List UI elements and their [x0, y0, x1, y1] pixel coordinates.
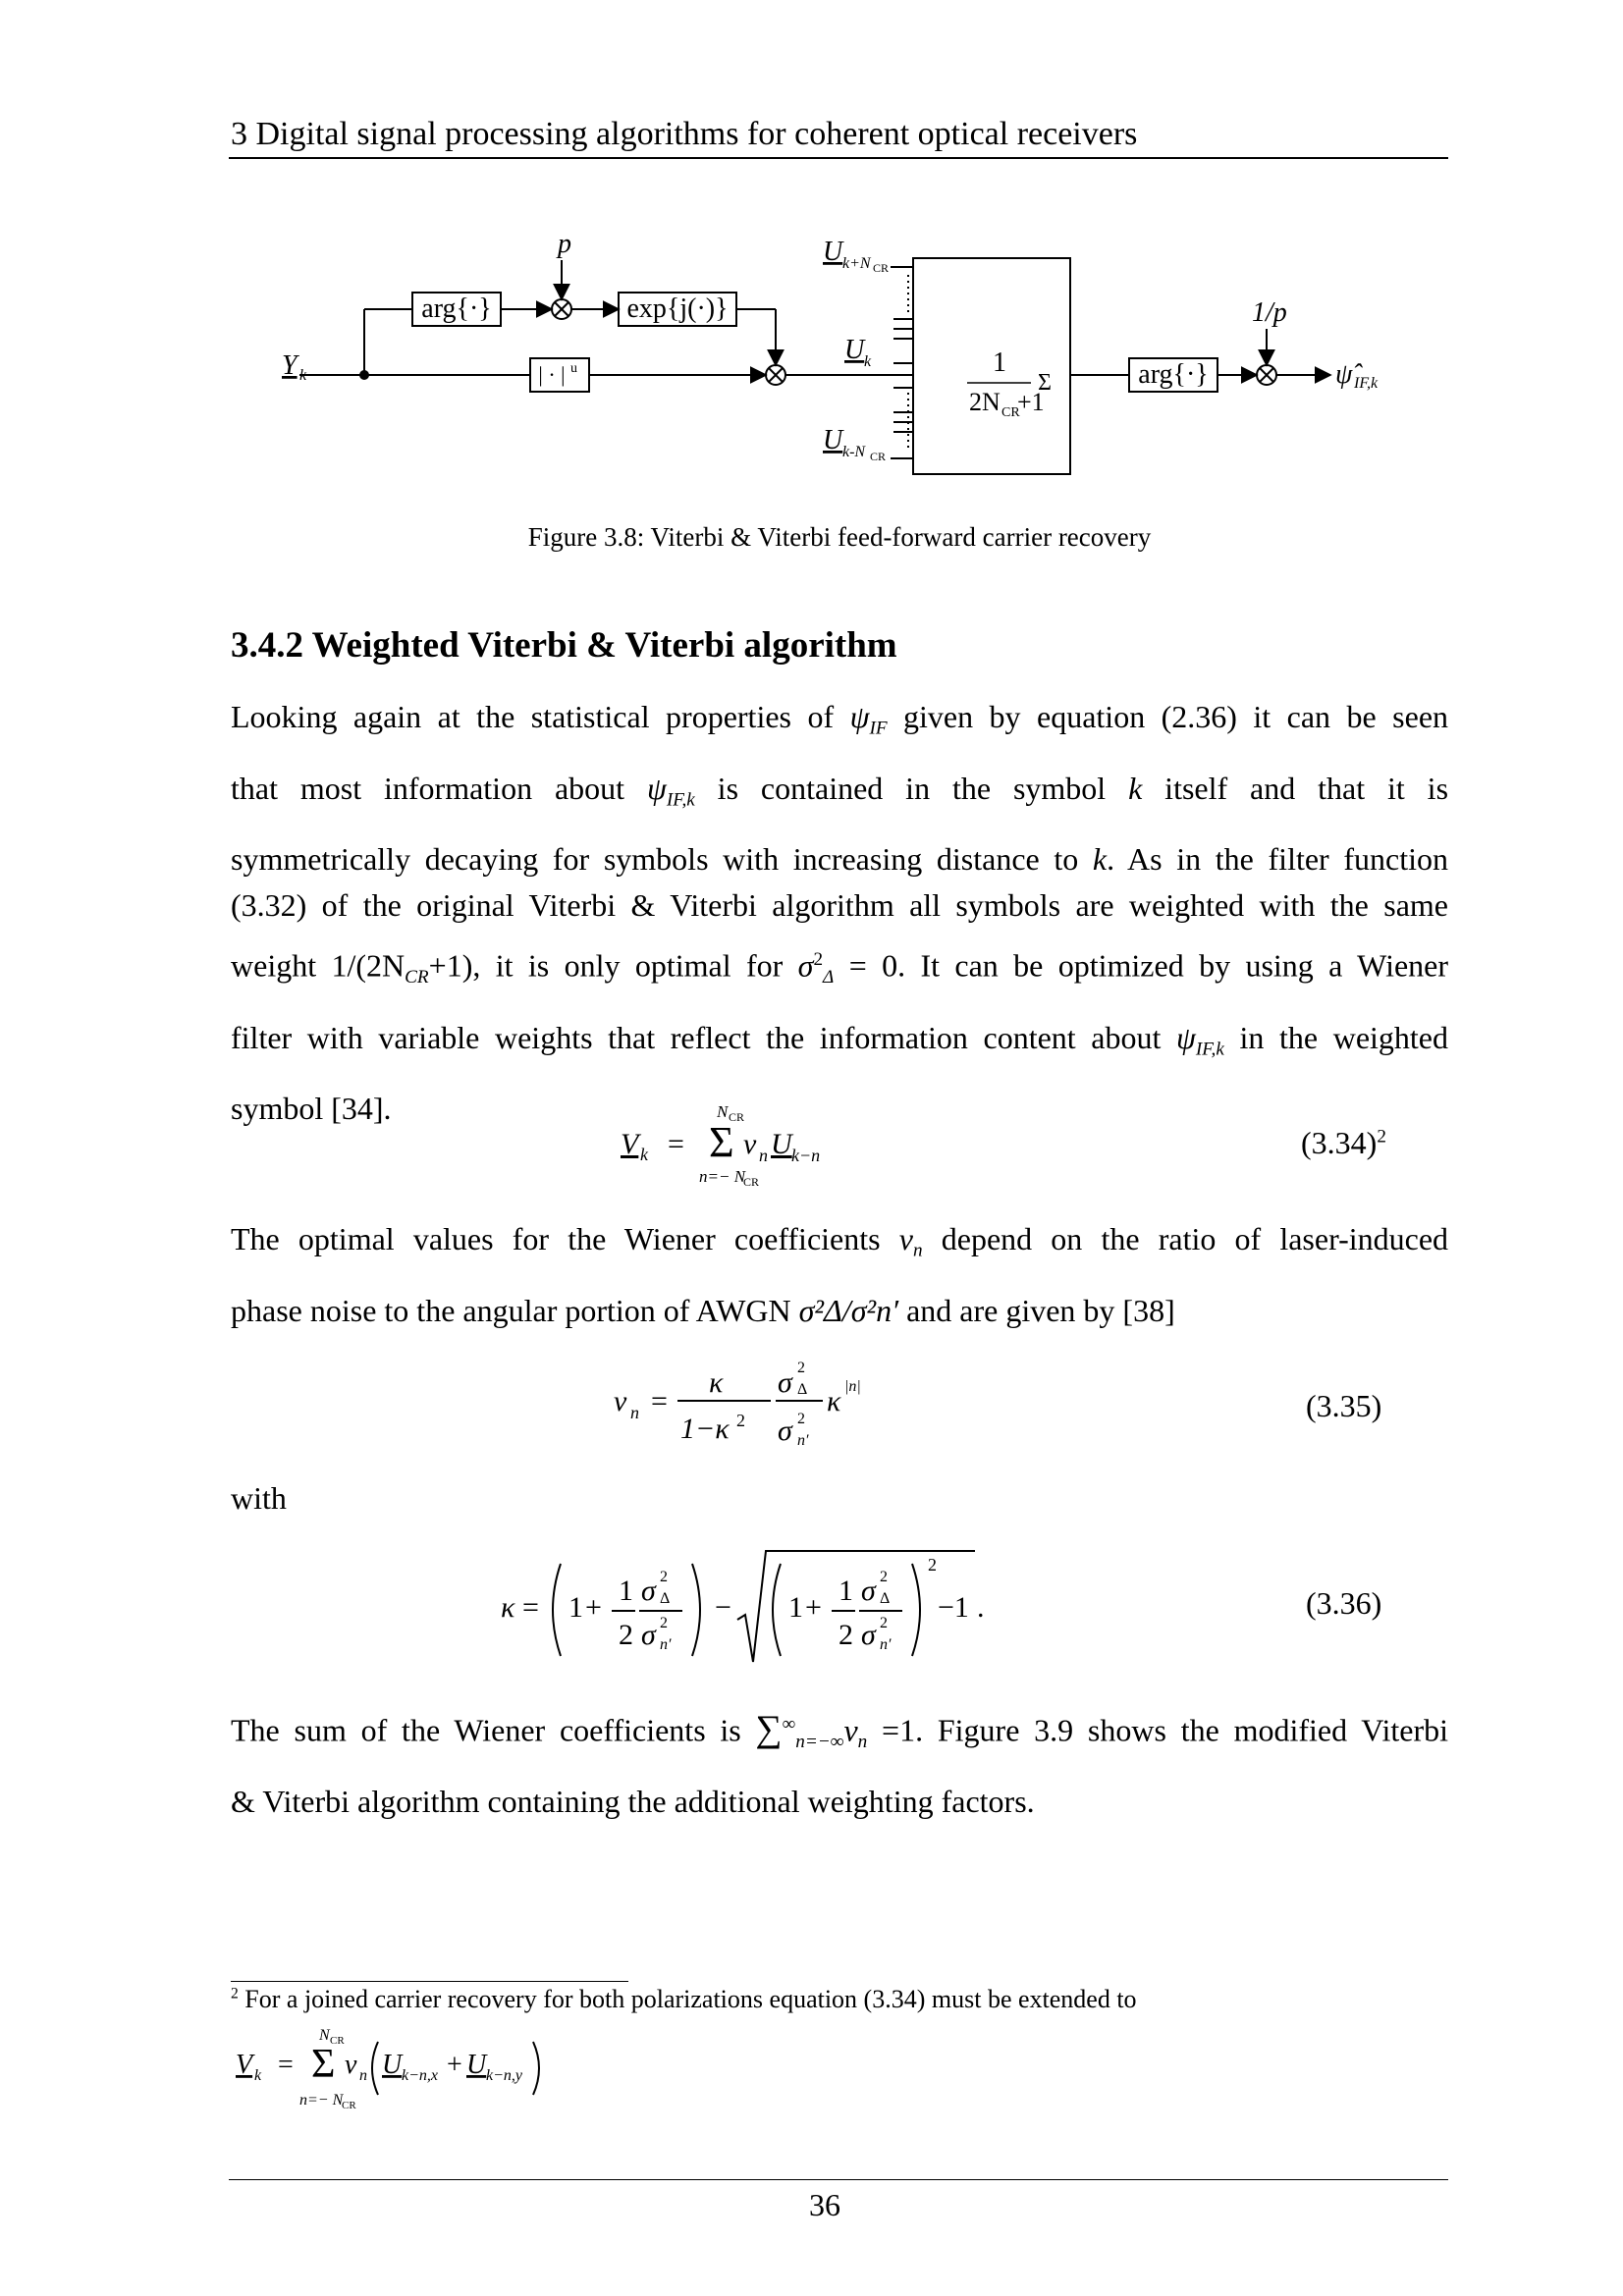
eq335-lhs: ν	[614, 1385, 627, 1417]
eq334-lhs-sub: k	[640, 1145, 648, 1164]
arg-block2-label: arg{·}	[1138, 359, 1209, 390]
eq335-sigma-bot-sup: 2	[797, 1411, 805, 1427]
header-rule	[229, 157, 1448, 159]
avg-denominator: 2N	[969, 388, 1001, 416]
fn-eq-eq: =	[278, 2050, 294, 2080]
output-sub: IF,k	[1354, 375, 1379, 392]
sigma-symbol: Σ	[1038, 370, 1052, 396]
running-header: 3 Digital signal processing algorithms for coherent optical receivers	[231, 116, 1138, 152]
fn-eq-lhs-sub: k	[254, 2067, 262, 2084]
fn-eq-sum-bot: n=− N	[299, 2092, 344, 2109]
eq334-nu-sub: n	[759, 1146, 768, 1165]
u-top-sub: k+N	[842, 255, 871, 272]
eq335-sigma-top-sub: Δ	[797, 1381, 808, 1398]
arg-block-label: arg{·}	[421, 294, 492, 324]
eq335-sigma-top: σ	[778, 1366, 792, 1399]
eq334-u-sub: k−n	[791, 1146, 821, 1165]
page-number: 36	[809, 2187, 840, 2222]
eq335-den: 1−κ	[680, 1413, 730, 1445]
u-bot-subsub: CR	[870, 450, 887, 463]
u-mid-label: U	[844, 335, 865, 365]
eq336-plus-b: +	[805, 1591, 822, 1624]
eq335-kappa-num: κ	[709, 1366, 724, 1399]
u-mid-sub: k	[864, 353, 872, 370]
eq334-lhs: V	[621, 1128, 639, 1160]
p1-line-4: (3.32) of the original Viterbi & Viterbi algorithm all symbols are weighted with the same	[231, 887, 1448, 924]
eq335-sigma-bot: σ	[778, 1415, 792, 1447]
section-heading: 3.4.2 Weighted Viterbi & Viterbi algorithm	[231, 625, 897, 666]
p1-line-2: that most information about $\psi_{IF,k}$ is contained in the symbol k itself and that it is	[231, 770, 1449, 811]
eq336-number: (3.36)	[1306, 1585, 1382, 1621]
eq334-sum-top: N	[717, 1102, 729, 1121]
p1-line-6: filter with variable weights that reflect the information content about $\psi_{IF,k}$ in the weighted	[231, 1019, 1449, 1060]
eq334-sum-top-sub: CR	[729, 1110, 745, 1124]
abs-block-exp: u	[570, 361, 577, 376]
p1-line-7: symbol [34].	[231, 1091, 392, 1127]
eq336-sigma-bot-sup-b: 2	[880, 1615, 888, 1631]
eq335-lhs-sub: n	[630, 1403, 639, 1422]
p1-line-5: weight $1/(2N_{CR}+1)$, it is only optimal for $\sigma^2_\Delta = 0$. It can be optimized by using a Wiener	[231, 947, 1449, 988]
equation-3-34	[609, 1099, 903, 1198]
u-bot-label: U	[823, 425, 843, 455]
block-diagram	[280, 231, 1409, 506]
eq336-minus: −	[715, 1591, 731, 1624]
eq336-half-num-b: 1	[839, 1575, 853, 1607]
eq334-sum-bot-sub: CR	[743, 1175, 760, 1189]
eq336-period: .	[977, 1591, 985, 1624]
fn-eq-sum-bot-sub: CR	[342, 2100, 356, 2111]
eq336-half-den-a: 2	[619, 1619, 633, 1651]
eq336-one-a: 1	[568, 1591, 583, 1624]
figure-caption: Figure 3.8: Viterbi & Viterbi feed-forward carrier recovery	[527, 522, 1152, 552]
eq336-sigma-top-sub-b: Δ	[880, 1590, 891, 1607]
fn-eq-sum-top-sub: CR	[330, 2035, 345, 2047]
avg-denominator-plus: +1	[1017, 388, 1045, 416]
inv-p-label: 1/p	[1252, 297, 1287, 328]
footnote-equation	[231, 2024, 623, 2132]
fn-eq-sum-top: N	[319, 2027, 330, 2044]
eq335-number: (3.35)	[1306, 1388, 1382, 1423]
fn-eq-nu-sub: n	[359, 2067, 367, 2084]
p-label: p	[558, 231, 571, 259]
avg-denominator-sub: CR	[1001, 405, 1020, 420]
eq336-half-den-b: 2	[839, 1619, 853, 1651]
output-label: ψ̂	[1335, 359, 1353, 390]
eq336-sigma-bot-a: σ	[641, 1619, 656, 1651]
eq336-half-num-a: 1	[619, 1575, 633, 1607]
fn-eq-sum-sign: Σ	[311, 2042, 336, 2087]
input-label: Y	[282, 350, 298, 381]
eq336-sigma-bot-sup-a: 2	[660, 1615, 668, 1631]
with-text: with	[231, 1480, 287, 1516]
eq336-plus-a: +	[585, 1591, 602, 1624]
equation-3-35	[609, 1350, 903, 1458]
paragraph-2	[231, 1209, 1448, 1341]
eq335-sigma-top-sup: 2	[797, 1360, 805, 1376]
fn-eq-nu: ν	[345, 2050, 357, 2080]
p2-line-2: phase noise to the angular portion of AWGN σ²Δ/σ²n′ and are given by [38]	[231, 1292, 1175, 1328]
p3-line-1: The sum of the Wiener coefficients is $\sum^\infty_{n=-\infty}\nu_n =1$. Figure 3.9 shows the modified Viterbi	[231, 1708, 1448, 1753]
fn-eq-u2-sub: k−n,y	[486, 2067, 522, 2084]
exp-block-label: exp{j(·)}	[626, 294, 729, 324]
footnote-rule	[231, 1981, 628, 1982]
eq336-sigma-bot-sub-a: n′	[660, 1636, 672, 1653]
eq335-kappa-exp: |n|	[844, 1378, 861, 1395]
paragraph-3	[231, 1694, 1448, 1832]
eq335-sigma-bot-sub: n′	[797, 1432, 809, 1449]
input-sub: k	[299, 367, 307, 384]
eq334-eq: =	[668, 1128, 684, 1160]
eq336-sigma-bot-sub-b: n′	[880, 1636, 892, 1653]
u-bot-sub: k-N	[842, 444, 866, 460]
fn-eq-lhs: V	[236, 2050, 253, 2080]
eq336-sigma-top-sup-a: 2	[660, 1569, 668, 1585]
abs-block-label: | · |	[538, 362, 566, 387]
avg-numerator: 1	[993, 347, 1006, 378]
u-top-label: U	[823, 237, 843, 267]
p1-line-1: Looking again at the statistical properties of $\psi_{IF}$ given by equation (2.36) it can be seen	[231, 699, 1449, 739]
eq336-minus-one: −1	[938, 1591, 969, 1624]
fn-eq-u1-sub: k−n,x	[402, 2067, 438, 2084]
eq336-sigma-top-sub-a: Δ	[660, 1590, 671, 1607]
p3-line-2: & Viterbi algorithm containing the additional weighting factors.	[231, 1784, 1035, 1820]
eq335-kappa: κ	[827, 1385, 841, 1417]
eq336-kappa: κ	[501, 1591, 515, 1624]
eq336-outer-sup: 2	[928, 1555, 937, 1575]
eq336-eq: =	[522, 1591, 539, 1624]
eq336-sigma-top-sup-b: 2	[880, 1569, 888, 1585]
u-top-subsub: CR	[873, 261, 890, 275]
eq334-sum-bot: n=− N	[699, 1167, 746, 1186]
eq336-sigma-bot-b: σ	[861, 1619, 876, 1651]
eq334-u: U	[771, 1128, 792, 1160]
p1-line-3: symmetrically decaying for symbols with increasing distance to k. As in the filter function	[231, 841, 1449, 878]
paragraph-1	[231, 687, 1448, 1139]
eq336-sigma-top-a: σ	[641, 1575, 656, 1607]
equation-3-36	[496, 1546, 1006, 1674]
p2-line-1: The optimal values for the Wiener coefficients $\nu_n$ depend on the ratio of laser-induced	[231, 1221, 1449, 1261]
page-rule	[229, 2179, 1448, 2180]
eq335-den-sup: 2	[736, 1411, 745, 1430]
fn-eq-u1: U	[382, 2050, 403, 2080]
eq334-sum-sign: Σ	[709, 1118, 734, 1166]
fn-eq-plus: +	[447, 2050, 462, 2080]
eq334-nu: ν	[743, 1128, 757, 1160]
eq334-number: $(3.34)^2$	[1301, 1125, 1386, 1160]
footnote: $^2$ For a joined carrier recovery for both polarizations equation (3.34) must be extended to	[231, 1985, 1137, 2013]
eq336-sigma-top-b: σ	[861, 1575, 876, 1607]
eq335-eq: =	[651, 1385, 668, 1417]
fn-eq-u2: U	[466, 2050, 487, 2080]
eq336-one-b: 1	[788, 1591, 803, 1624]
